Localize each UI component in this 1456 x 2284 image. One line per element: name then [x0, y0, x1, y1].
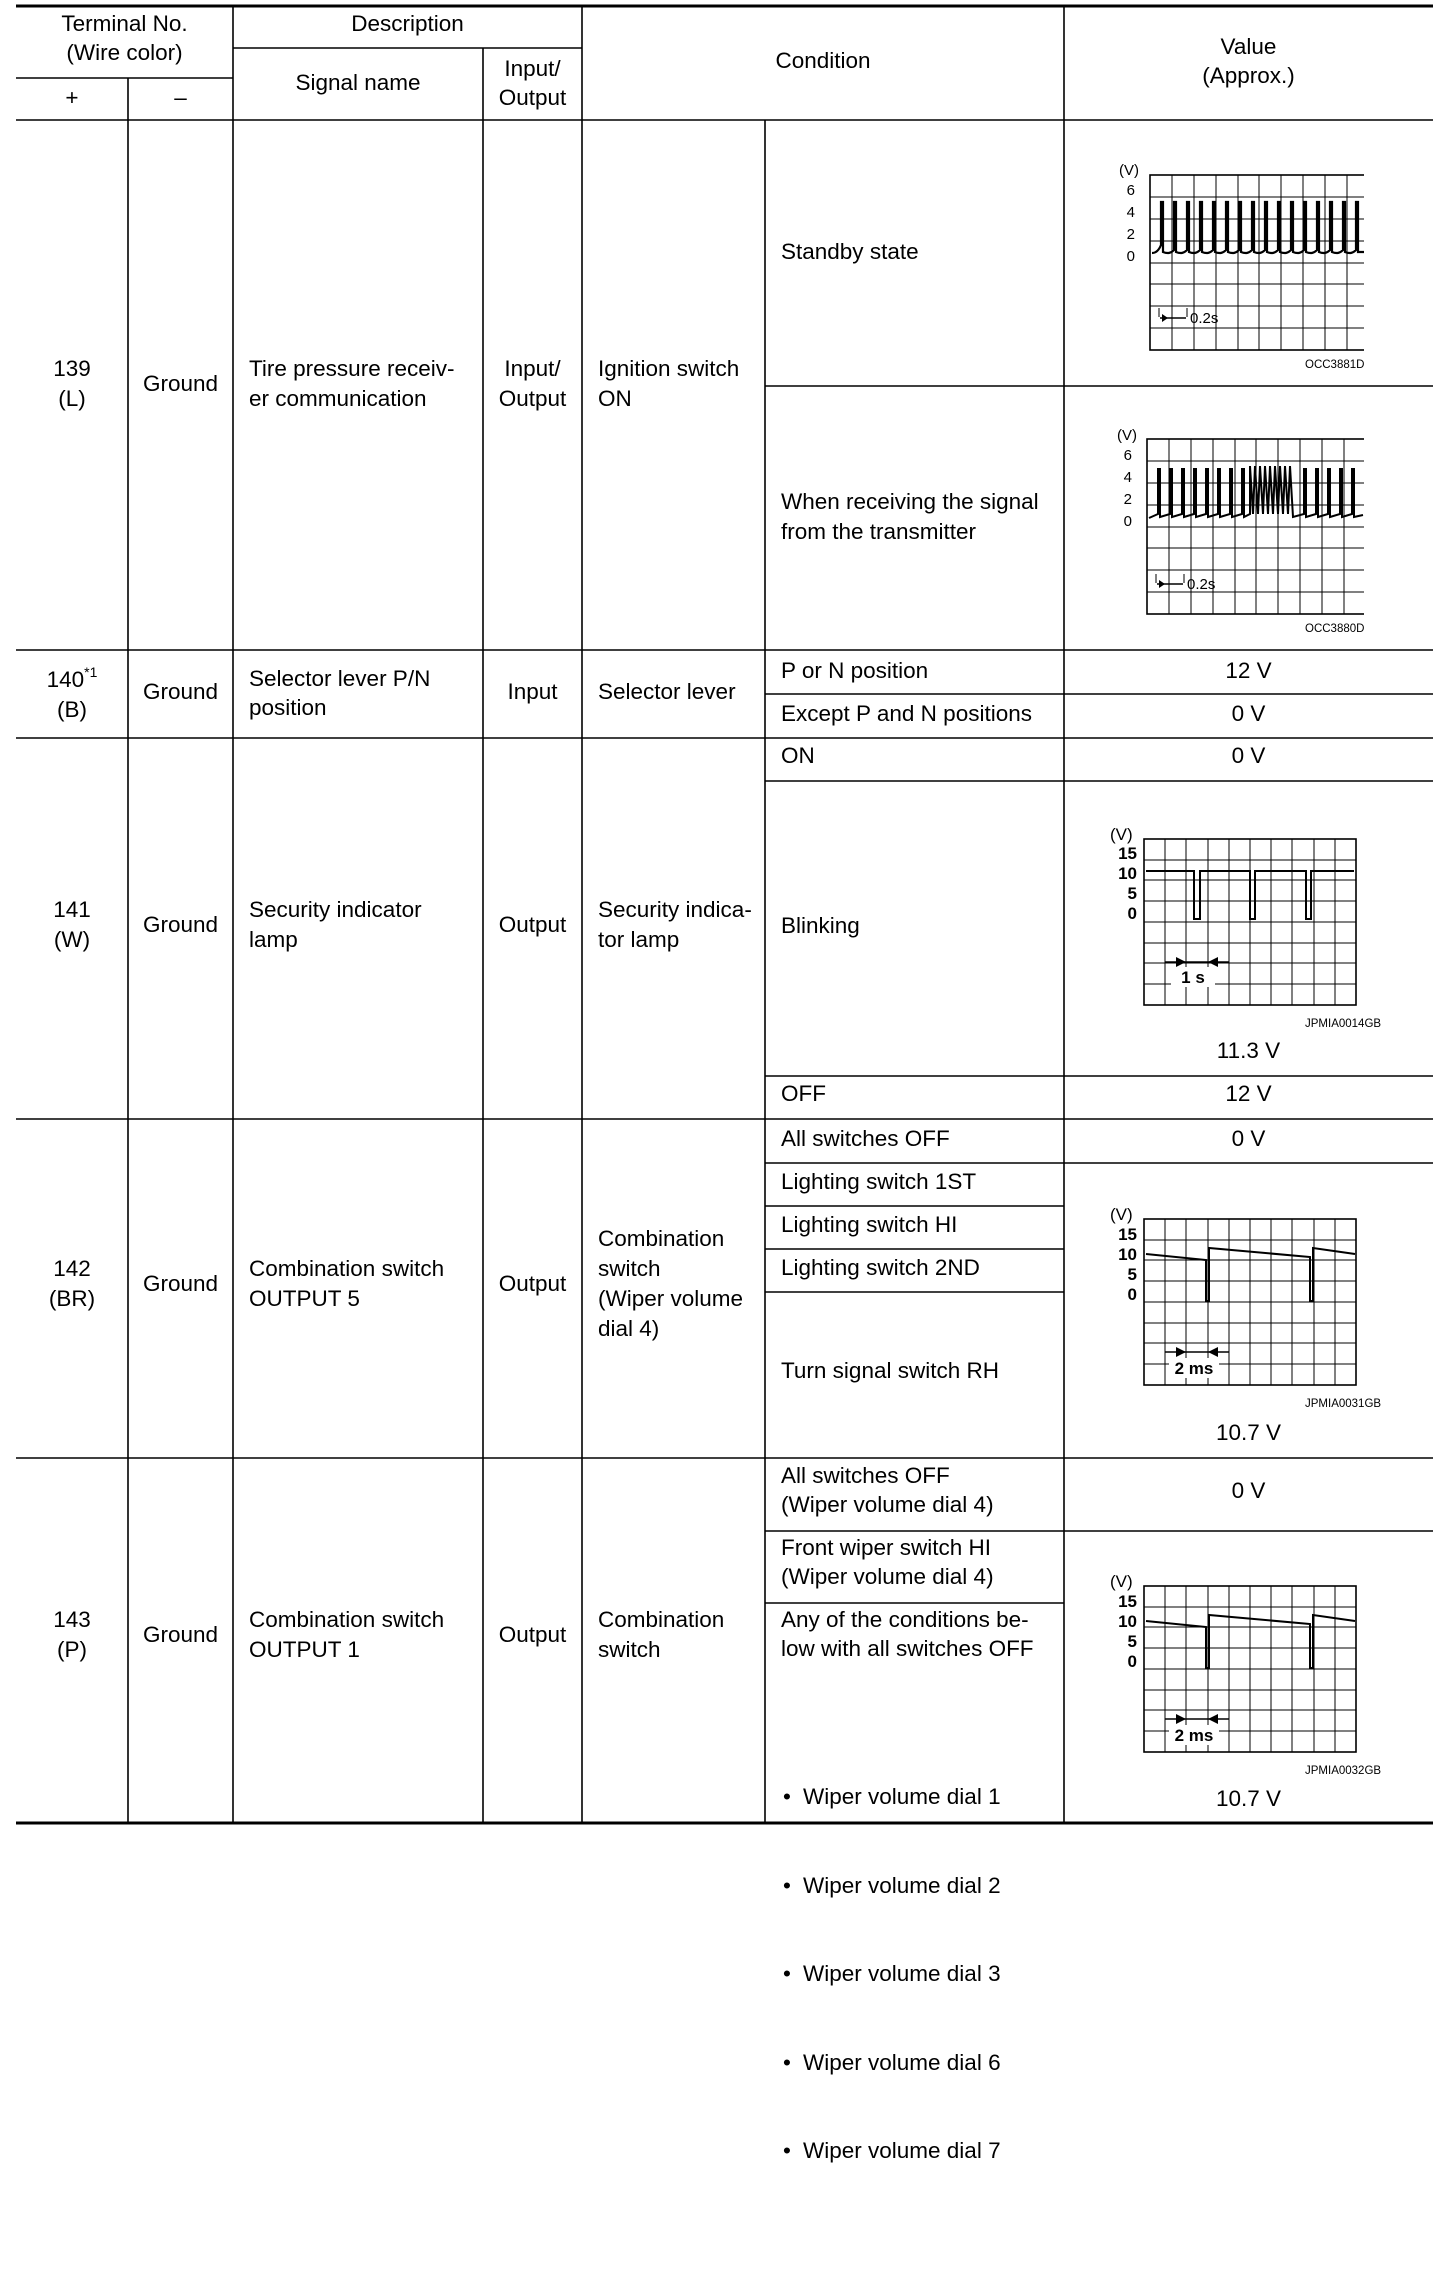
sub-condition: Any of the conditions be-	[781, 1607, 1029, 1632]
ground-label: Ground	[142, 371, 219, 396]
io-line: Output	[498, 1271, 567, 1296]
y-unit-label: (V)	[1110, 1572, 1133, 1591]
y-tick: 0	[1127, 1652, 1137, 1671]
signal-name-line: Combination switch	[249, 1256, 445, 1281]
signal-name-line: Combination switch	[249, 1607, 445, 1632]
terminal-number: 143	[53, 1607, 91, 1632]
ground-label: Ground	[142, 1271, 219, 1296]
sub-condition: Turn signal switch RH	[781, 1358, 999, 1383]
header-minus: –	[174, 85, 187, 110]
y-tick: 0	[1127, 1285, 1137, 1304]
header-plus: +	[65, 85, 79, 110]
value-cell: 10.7 V	[1215, 1786, 1282, 1811]
condition-line: Security indica-	[598, 897, 752, 922]
waveform-receiving	[1064, 414, 1364, 624]
list-item: • Wiper volume dial 6	[803, 2048, 1001, 2078]
terminal-number-text: 140	[46, 667, 85, 692]
io-line: Output	[498, 1622, 567, 1647]
value-cell: 10.7 V	[1215, 1420, 1282, 1445]
sub-condition: from the transmitter	[781, 519, 977, 544]
figure-code: JPMIA0014GB	[1305, 1018, 1382, 1030]
terminal-number	[16, 665, 128, 695]
y-tick: 4	[1123, 469, 1132, 486]
io-line: Output	[498, 912, 567, 937]
io-line: Output	[498, 386, 567, 411]
y-tick: 0	[1127, 904, 1137, 923]
sub-condition: (Wiper volume dial 4)	[781, 1564, 994, 1589]
sub-condition: Except P and N positions	[781, 701, 1032, 726]
list-item: • Wiper volume dial 2	[803, 1871, 1001, 1901]
x-scale-label: 2 ms	[1174, 1359, 1214, 1378]
wire-color: (BR)	[48, 1286, 96, 1311]
ground-label: Ground	[142, 1622, 219, 1647]
terminal-number: 139	[53, 356, 91, 381]
header-value-1: Value	[1220, 34, 1277, 59]
figure-code: OCC3881D	[1305, 359, 1365, 371]
sub-condition: OFF	[781, 1081, 826, 1106]
sub-condition: (Wiper volume dial 4)	[781, 1492, 994, 1517]
waveform-output5	[1064, 1200, 1364, 1390]
condition-line: tor lamp	[598, 927, 680, 952]
footnote-marker: *1	[84, 664, 98, 680]
y-tick: 15	[1118, 1592, 1137, 1611]
sub-condition: Lighting switch HI	[781, 1212, 958, 1237]
y-tick: 6	[1126, 182, 1135, 199]
y-tick: 4	[1126, 204, 1135, 221]
sub-condition: low with all switches OFF	[781, 1636, 1034, 1661]
signal-name-line: OUTPUT 1	[249, 1637, 360, 1662]
waveform-output1	[1064, 1567, 1364, 1757]
terminal-number: 142	[53, 1256, 91, 1281]
value-cell: 0 V	[1231, 1126, 1266, 1151]
y-tick: 2	[1126, 226, 1135, 243]
y-tick: 0	[1123, 513, 1132, 530]
y-unit-label: (V)	[1110, 825, 1133, 844]
waveform-standby	[1064, 150, 1364, 360]
io-line: Input/	[504, 356, 561, 381]
signal-name-line: Selector lever P/N	[249, 666, 431, 691]
header-io-1: Input/	[504, 56, 561, 81]
header-wire-color: (Wire color)	[66, 40, 183, 65]
sub-condition: When receiving the signal	[781, 489, 1039, 514]
signal-name-line: Tire pressure receiv-	[249, 356, 455, 381]
value-cell: 0 V	[1231, 743, 1266, 768]
condition-line: Ignition switch	[598, 356, 740, 381]
condition-line: switch	[598, 1637, 661, 1662]
sub-condition: Lighting switch 2ND	[781, 1255, 980, 1280]
figure-code: JPMIA0032GB	[1305, 1765, 1382, 1777]
sub-condition: Front wiper switch HI	[781, 1535, 992, 1560]
signal-name-line: lamp	[249, 927, 298, 952]
header-description: Description	[351, 11, 464, 36]
condition-line: Combination	[598, 1226, 725, 1251]
y-tick: 10	[1118, 1245, 1137, 1264]
signal-name-line: OUTPUT 5	[249, 1286, 360, 1311]
signal-name-line: position	[249, 695, 327, 720]
y-tick: 0	[1126, 248, 1135, 265]
sub-condition: Lighting switch 1ST	[781, 1169, 977, 1194]
io-line: Input	[507, 679, 558, 704]
y-tick: 10	[1118, 1612, 1137, 1631]
y-tick: 6	[1123, 447, 1132, 464]
condition-bullet-list	[781, 1664, 1001, 2284]
list-item: • Wiper volume dial 3	[803, 1959, 1001, 1989]
wire-color: (W)	[53, 927, 91, 952]
ground-label: Ground	[142, 679, 219, 704]
y-unit-label: (V)	[1110, 1205, 1133, 1224]
header-condition: Condition	[775, 48, 871, 73]
x-scale-label: 0.2s	[1190, 310, 1219, 327]
x-scale-label: 1 s	[1181, 968, 1205, 987]
figure-code: OCC3880D	[1305, 623, 1365, 635]
value-cell: 12 V	[1225, 1081, 1272, 1106]
header-terminal-no: Terminal No.	[61, 11, 188, 36]
terminal-number: 141	[53, 897, 91, 922]
value-cell: 0 V	[1231, 701, 1266, 726]
signal-name-line: Security indicator	[249, 897, 422, 922]
y-tick: 5	[1127, 1632, 1137, 1651]
header-io-2: Output	[498, 85, 567, 110]
condition-line: switch	[598, 1256, 661, 1281]
list-item: • Wiper volume dial 1	[803, 1782, 1001, 1812]
figure-code: JPMIA0031GB	[1305, 1398, 1382, 1410]
y-unit-label: (V)	[1119, 162, 1139, 179]
header-value-2: (Approx.)	[1202, 63, 1295, 88]
sub-condition: Standby state	[781, 239, 919, 264]
y-tick: 15	[1118, 844, 1137, 863]
x-scale-label: 0.2s	[1187, 576, 1216, 593]
value-cell: 12 V	[1225, 658, 1272, 683]
sub-condition: P or N position	[781, 658, 929, 683]
y-tick: 5	[1127, 884, 1137, 903]
value-cell: 0 V	[1231, 1478, 1266, 1503]
y-tick: 15	[1118, 1225, 1137, 1244]
sub-condition: All switches OFF	[781, 1463, 950, 1488]
list-item: • Wiper volume dial 7	[803, 2136, 1001, 2166]
wire-color: (L)	[58, 386, 86, 411]
condition-line: Combination	[598, 1607, 725, 1632]
sub-condition: All switches OFF	[781, 1126, 950, 1151]
sub-condition: Blinking	[781, 913, 860, 938]
y-unit-label: (V)	[1117, 427, 1137, 444]
condition-line: Selector lever	[598, 679, 736, 704]
waveform-blinking	[1064, 820, 1364, 1010]
y-tick: 10	[1118, 864, 1137, 883]
condition-line: ON	[598, 386, 632, 411]
x-scale-label: 2 ms	[1174, 1726, 1214, 1745]
y-tick: 5	[1127, 1265, 1137, 1284]
condition-line: dial 4)	[598, 1316, 660, 1341]
sub-condition: ON	[781, 743, 815, 768]
ground-label: Ground	[142, 912, 219, 937]
wire-color: (B)	[57, 697, 87, 722]
signal-name-line: er communication	[249, 386, 427, 411]
header-signal-name: Signal name	[295, 70, 421, 95]
wire-color: (P)	[57, 1637, 87, 1662]
value-cell: 11.3 V	[1216, 1038, 1281, 1063]
condition-line: (Wiper volume	[598, 1286, 744, 1311]
y-tick: 2	[1123, 491, 1132, 508]
